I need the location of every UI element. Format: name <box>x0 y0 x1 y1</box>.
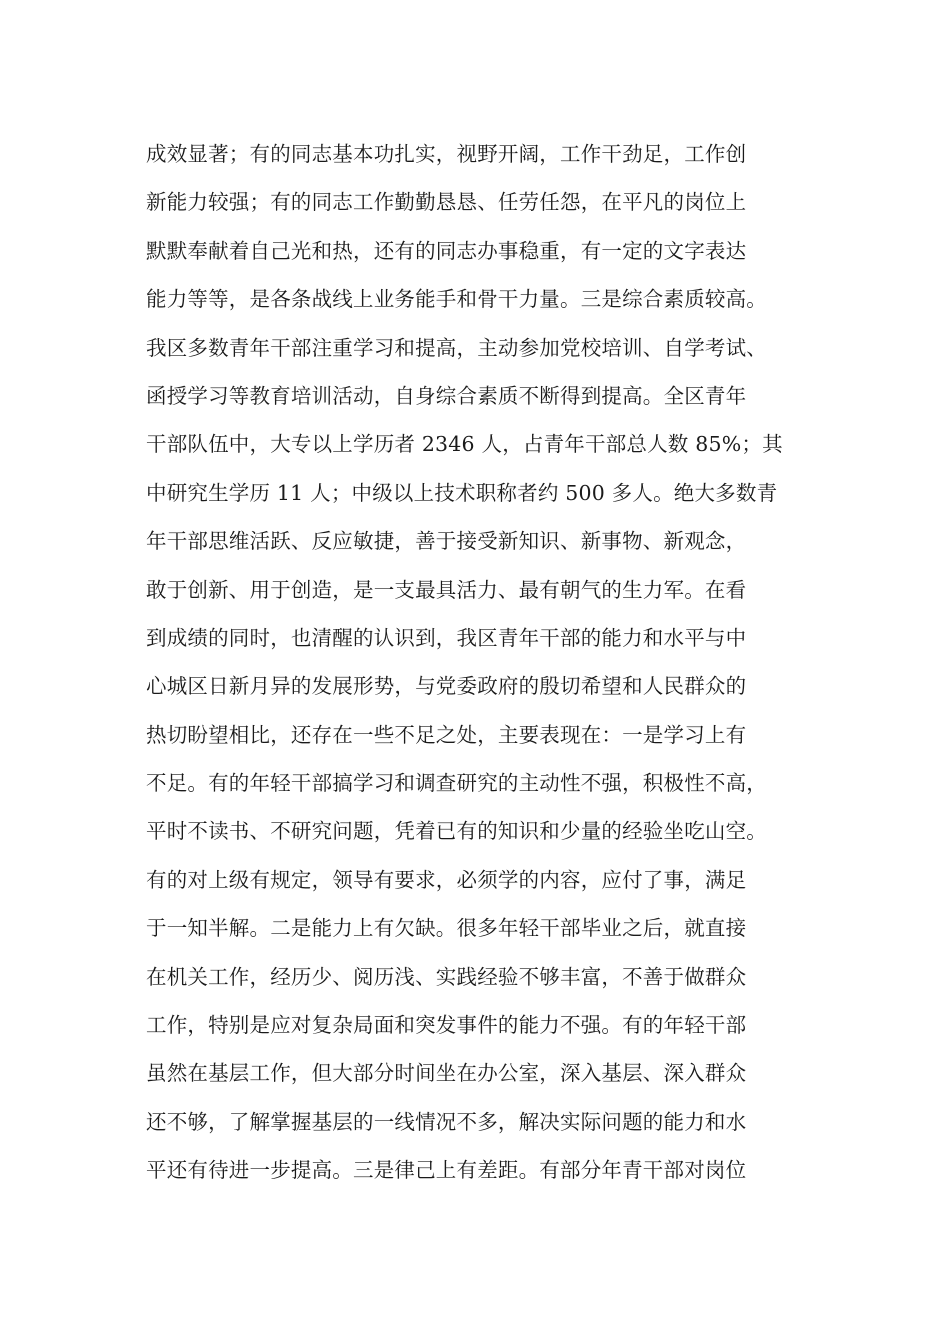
text-line: 成效显著；有的同志基本功扎实，视野开阔，工作干劲足，工作创 <box>146 142 747 166</box>
text-line: 平还有待进一步提高。三是律己上有差距。有部分年青干部对岗位 <box>146 1158 747 1183</box>
text-line: 干部队伍中，大专以上学历者 2346 人，占青年干部总人数 85%；其 <box>146 432 783 457</box>
text-line: 在机关工作，经历少、阅历浅、实践经验不够丰富，不善于做群众 <box>146 964 747 989</box>
text-line: 有的对上级有规定，领导有要求，必须学的内容，应付了事，满足 <box>146 867 747 892</box>
text-line: 能力等等，是各条战线上业务能手和骨干力量。三是综合素质较高。 <box>146 287 767 312</box>
body-text <box>146 130 806 1195</box>
text-line: 平时不读书、不研究问题，凭着已有的知识和少量的经验坐吃山空。 <box>146 819 767 844</box>
text-line: 于一知半解。二是能力上有欠缺。很多年轻干部毕业之后，就直接 <box>146 916 747 941</box>
text-line: 函授学习等教育培训活动，自身综合素质不断得到提高。全区青年 <box>146 383 747 408</box>
text-line: 默默奉献着自己光和热，还有的同志办事稳重，有一定的文字表达 <box>146 238 747 263</box>
text-line: 年干部思维活跃、反应敏捷，善于接受新知识、新事物、新观念， <box>146 529 747 554</box>
text-line: 虽然在基层工作，但大部分时间坐在办公室，深入基层、深入群众 <box>146 1061 747 1086</box>
text-line: 敢于创新、用于创造，是一支最具活力、最有朝气的生力军。在看 <box>146 577 747 602</box>
text-line: 心城区日新月异的发展形势，与党委政府的殷切希望和人民群众的 <box>146 674 747 699</box>
text-line: 热切盼望相比，还存在一些不足之处，主要表现在：一是学习上有 <box>146 722 747 747</box>
text-line: 不足。有的年轻干部搞学习和调查研究的主动性不强，积极性不高， <box>146 771 767 796</box>
text-line: 到成绩的同时，也清醒的认识到，我区青年干部的能力和水平与中 <box>146 625 747 650</box>
text-line: 工作，特别是应对复杂局面和突发事件的能力不强。有的年轻干部 <box>146 1013 747 1038</box>
text-line: 中研究生学历 11 人；中级以上技术职称者约 500 多人。绝大多数青 <box>146 480 778 505</box>
text-line: 新能力较强；有的同志工作勤勤恳恳、任劳任怨，在平凡的岗位上 <box>146 190 747 215</box>
text-line: 还不够，了解掌握基层的一线情况不多，解决实际问题的能力和水 <box>146 1109 747 1134</box>
text-line: 我区多数青年干部注重学习和提高，主动参加党校培训、自学考试、 <box>146 335 767 360</box>
